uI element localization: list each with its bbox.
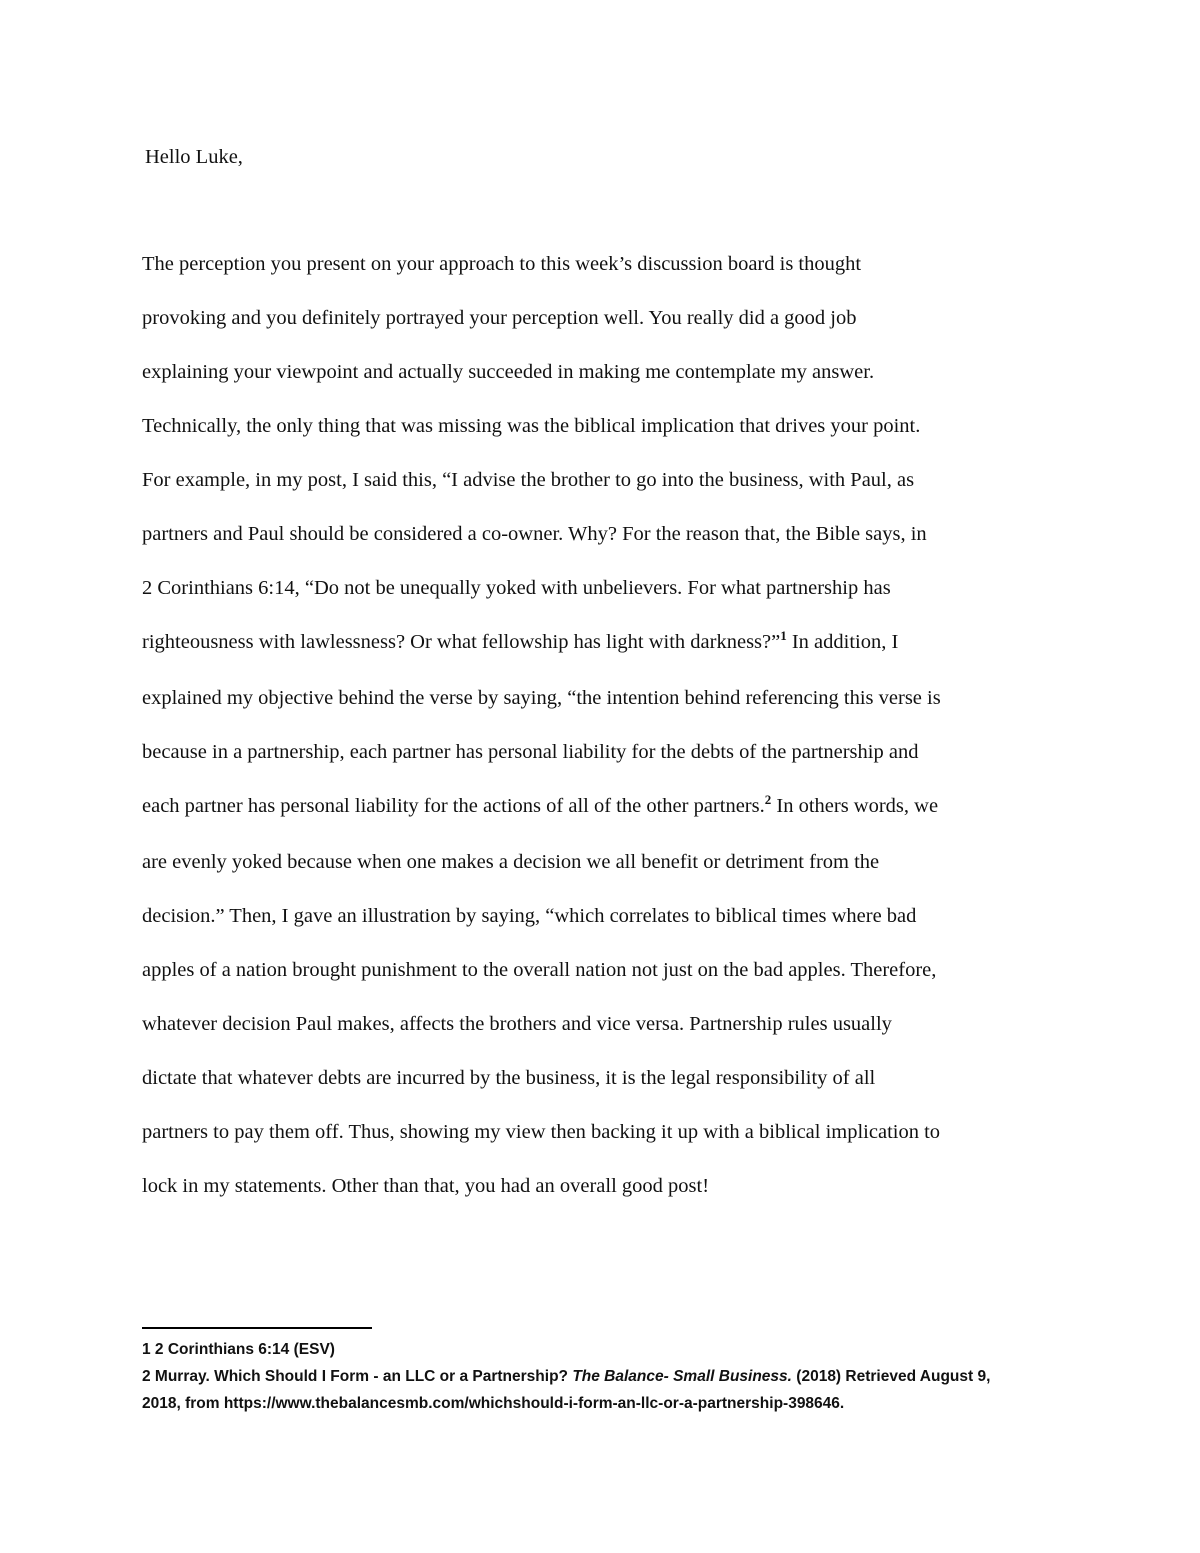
line-text: In addition, I (786, 631, 899, 653)
paragraph-line: partners and Paul should be considered a co-owner. Why? For the reason that, the Bible says, in (142, 523, 927, 545)
footnotes (142, 1336, 1102, 1417)
footnote-2-text: 2 Murray. Which Should I Form - an LLC or a Partnership? (142, 1368, 573, 1385)
footnote-separator (142, 1327, 372, 1329)
footnote-ref-2[interactable]: 2 (764, 792, 772, 807)
footnote-1: 1 2 Corinthians 6:14 (ESV) (142, 1341, 335, 1358)
paragraph-line: explaining your viewpoint and actually succeeded in making me contemplate my answer. (142, 361, 875, 383)
paragraph-line (142, 779, 1082, 835)
greeting: Hello Luke, (145, 146, 243, 168)
footnote-2-source: The Balance- Small Business. (572, 1368, 792, 1385)
footnote-2 (142, 1363, 1102, 1390)
letter-paragraph (142, 237, 1082, 1213)
paragraph-line: whatever decision Paul makes, affects the brothers and vice versa. Partnership rules usually (142, 1013, 892, 1035)
paragraph-line: partners to pay them off. Thus, showing my view then backing it up with a biblical implication to (142, 1121, 941, 1143)
footnote-2-text: (2018) Retrieved August 9, (791, 1368, 991, 1385)
paragraph-line: dictate that whatever debts are incurred by the business, it is the legal responsibility of all (142, 1067, 876, 1089)
paragraph-line: are evenly yoked because when one makes a decision we all benefit or detriment from the (142, 851, 880, 873)
paragraph-line (142, 615, 1082, 671)
paragraph-line: explained my objective behind the verse by saying, “the intention behind referencing this verse is (142, 687, 941, 709)
line-text: righteousness with lawlessness? Or what fellowship has light with darkness?” (142, 631, 781, 653)
footnote-ref-1[interactable]: 1 (780, 628, 787, 643)
paragraph-line: because in a partnership, each partner has personal liability for the debts of the partnership and (142, 741, 919, 763)
paragraph-line: 2 Corinthians 6:14, “Do not be unequally yoked with unbelievers. For what partnership has (142, 577, 891, 599)
paragraph-line: decision.” Then, I gave an illustration by saying, “which correlates to biblical times where bad (142, 905, 917, 927)
line-text: each partner has personal liability for the actions of all of the other partners. (142, 795, 765, 817)
paragraph-line: lock in my statements. Other than that, you had an overall good post! (142, 1175, 710, 1197)
footnote-2-url[interactable]: 2018, from https://www.thebalancesmb.com/whichshould-i-form-an-llc-or-a-partnership-398646. (142, 1395, 845, 1412)
paragraph-line: provoking and you definitely portrayed your perception well. You really did a good job (142, 307, 857, 329)
paragraph-line: The perception you present on your approach to this week’s discussion board is thought (142, 253, 862, 275)
paragraph-line: For example, in my post, I said this, “I advise the brother to go into the business, with Paul, as (142, 469, 915, 491)
line-text: In others words, we (771, 795, 939, 817)
paragraph-line: apples of a nation brought punishment to the overall nation not just on the bad apples. Therefore, (142, 959, 937, 981)
paragraph-line: Technically, the only thing that was missing was the biblical implication that drives your point. (142, 415, 921, 437)
